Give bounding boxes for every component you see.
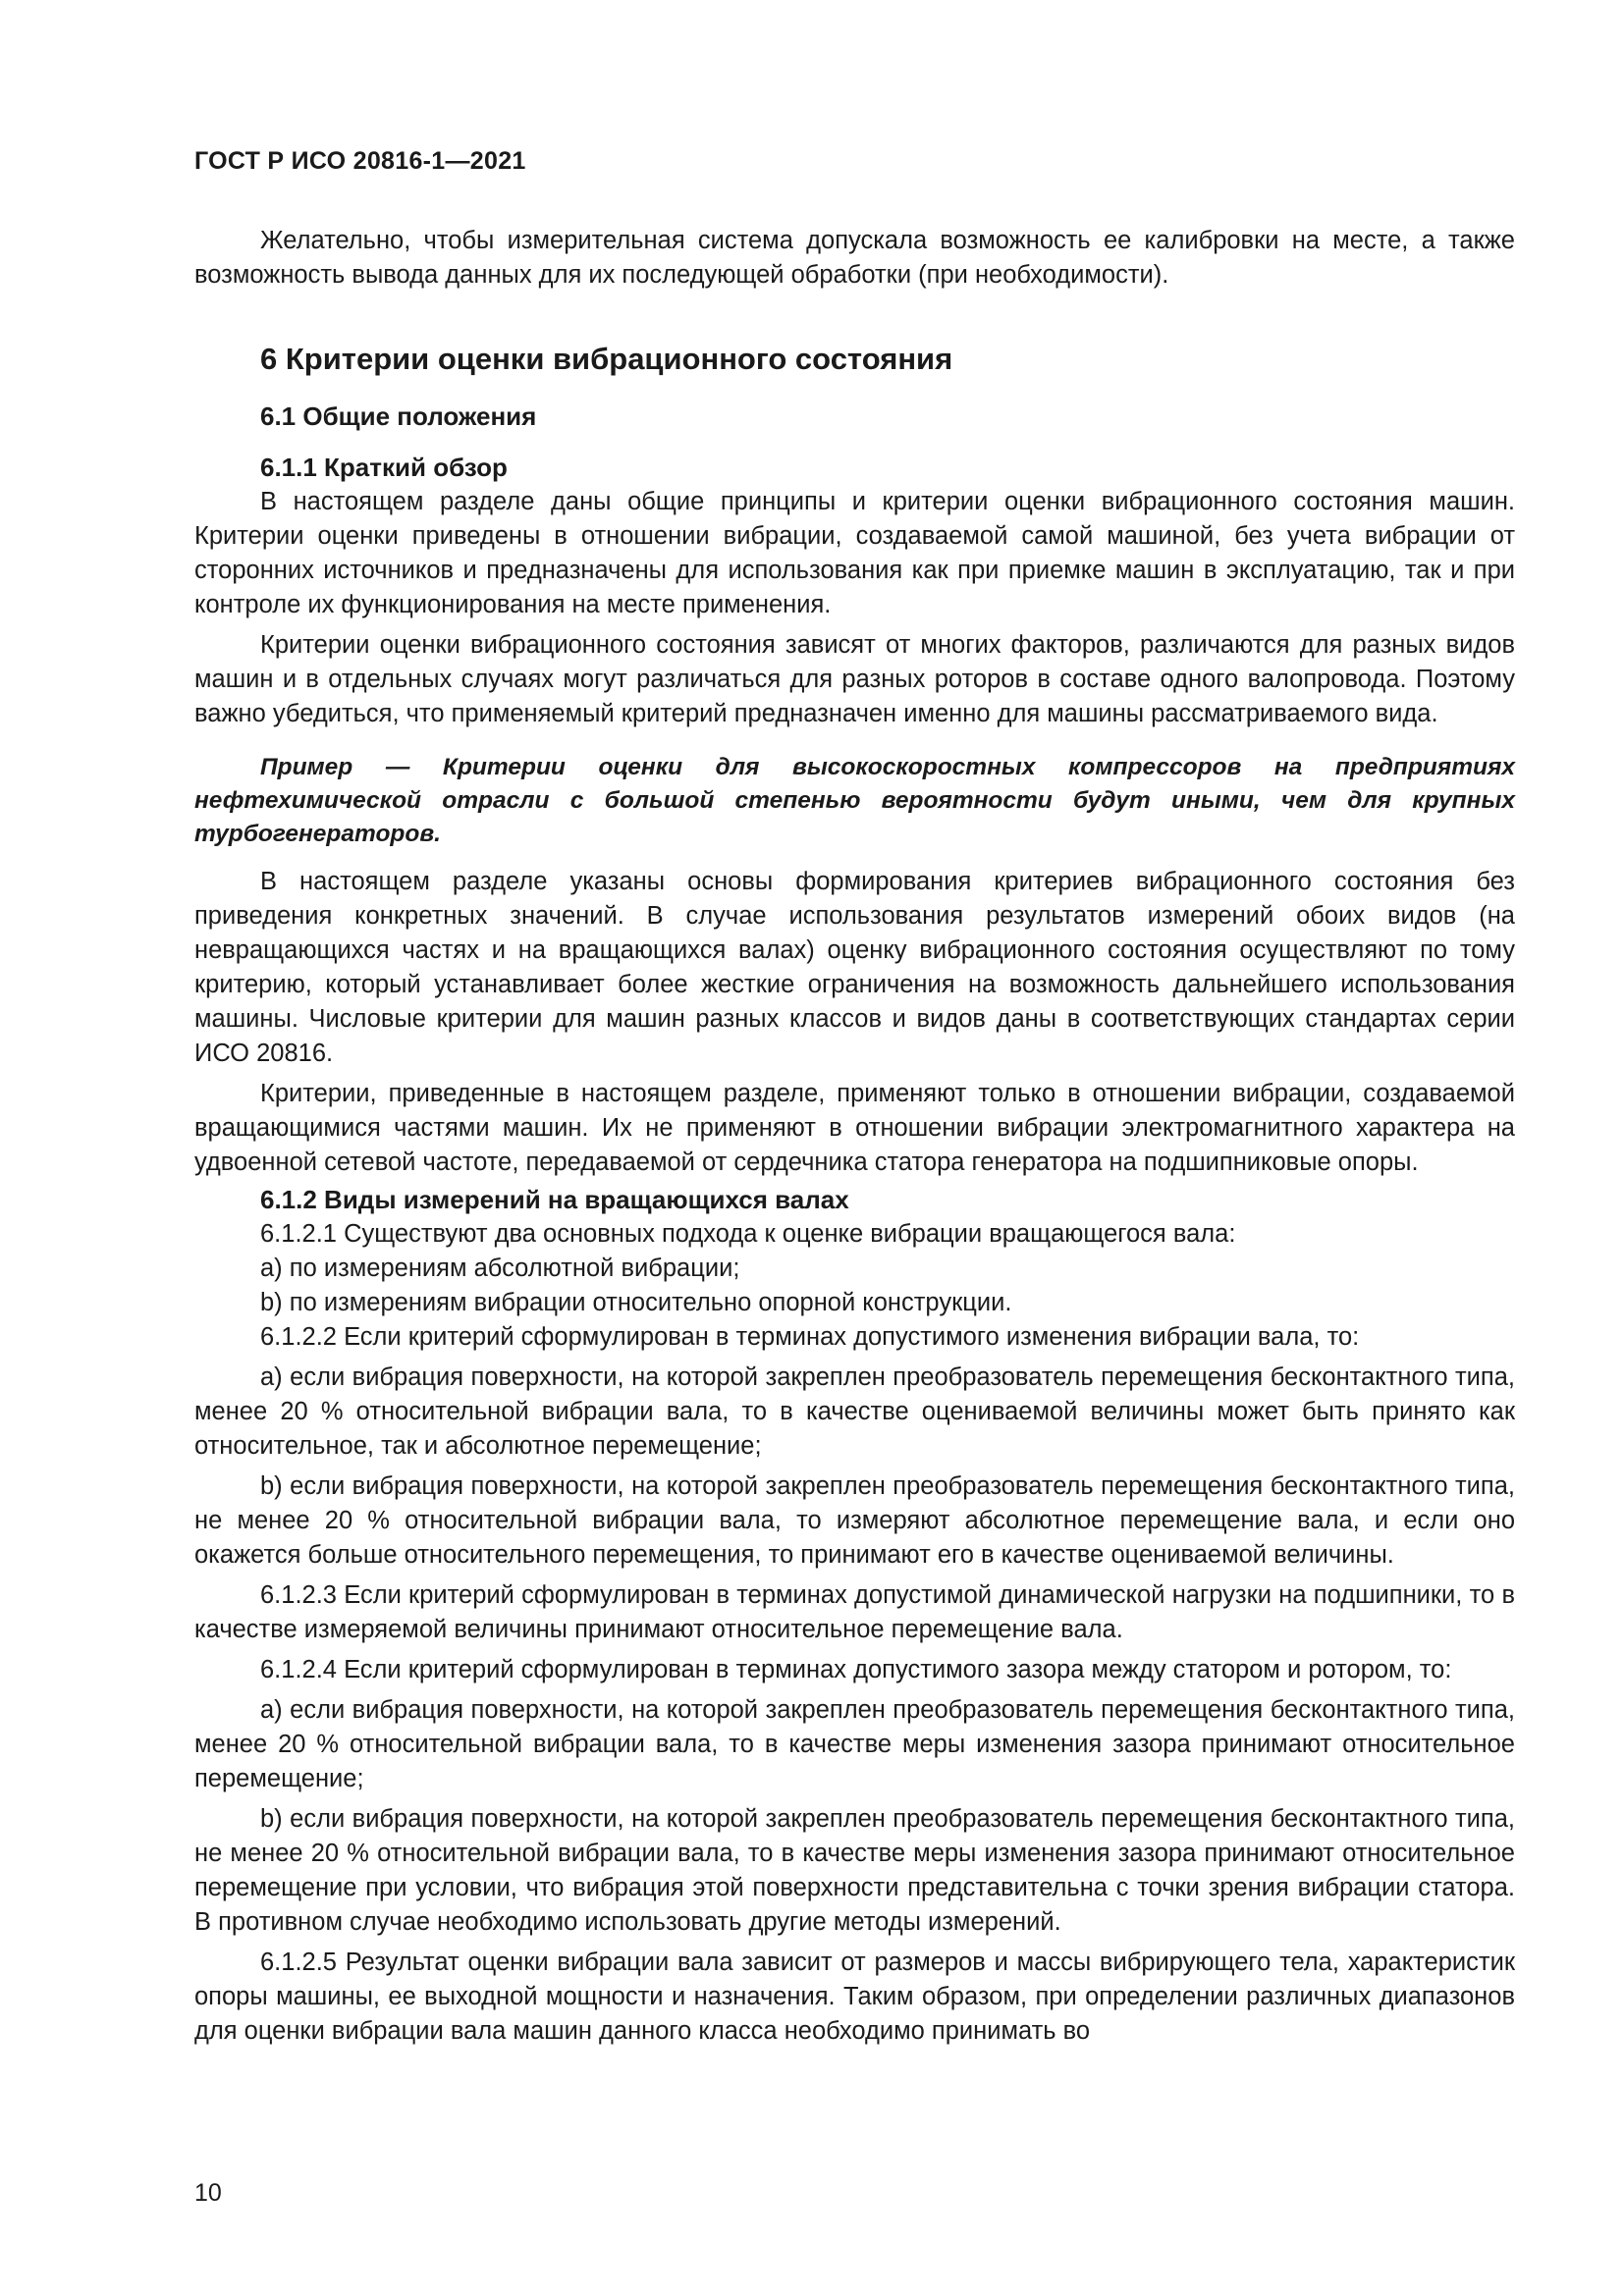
intro-paragraph: Желательно, чтобы измерительная система допускала возможность ее калибровки на месте, а также возможность вывода данных для их последующей обработки (при необходимости). <box>194 227 1515 289</box>
clause-6-1-2-5: 6.1.2.5 Результат оценки вибрации вала зависит от размеров и массы вибрирующего тела, характеристик опоры машины, ее выходной мощности и назначения. Таким образом, при определении различных диапазонов для оценки вибрации вала машин данного класса необходимо принимать во <box>194 1949 1515 2045</box>
list-item-a: a) если вибрация поверхности, на которой закреплен преобразователь перемещения бесконтактного типа, менее 20 % относительной вибрации вала, то в качестве меры изменения зазора принимают относительное перемещение; <box>194 1696 1515 1792</box>
clause-6-1-2-4: 6.1.2.4 Если критерий сформулирован в терминах допустимого зазора между статором и ротором, то: <box>260 1656 1452 1683</box>
standard-header: ГОСТ Р ИСО 20816-1—2021 <box>194 147 526 175</box>
clause-6-1-2-1: 6.1.2.1 Существуют два основных подхода к оценке вибрации вращающегося вала: <box>260 1220 1236 1248</box>
clause-6-1-2-3: 6.1.2.3 Если критерий сформулирован в терминах допустимой динамической нагрузки на подшипники, то в качестве измеряемой величины принимают относительное перемещение вала. <box>194 1581 1515 1643</box>
list-item-a: a) по измерениям абсолютной вибрации; <box>260 1255 740 1282</box>
list-item-a: a) если вибрация поверхности, на которой закреплен преобразователь перемещения бесконтактного типа, менее 20 % относительной вибрации вала, то в качестве оцениваемой величины может быть принято как относительное, так и абсолютное перемещение; <box>194 1363 1515 1460</box>
list-item-b: b) если вибрация поверхности, на которой закреплен преобразователь перемещения бесконтактного типа, не менее 20 % относительной вибрации вала, то в качестве меры изменения зазора принимают относительное перемещение при условии, что вибрация этой поверхности представительна с точки зрения вибрации статора. В противном случае необходимо использовать другие методы измерений. <box>194 1805 1515 1936</box>
section-6-title: 6 Критерии оценки вибрационного состояния <box>260 342 953 376</box>
section-6-1-2-title: 6.1.2 Виды измерений на вращающихся валах <box>260 1185 849 1214</box>
example-note: Пример — Критерии оценки для высокоскоростных компрессоров на предприятиях нефтехимической отрасли с большой степенью вероятности будут иными, чем для крупных турбогенераторов. <box>194 754 1515 847</box>
paragraph: В настоящем разделе указаны основы формирования критериев вибрационного состояния без приведения конкретных значений. В случае использования результатов измерений обоих видов (на невращающихся частях и на вращающихся валах) оценку вибрационного состояния осуществляют по тому критерию, который устанавливает более жесткие ограничения на возможность дальнейшего использования машины. Числовые критерии для машин разных классов и видов даны в соответствующих стандартах серии ИСО 20816. <box>194 868 1515 1067</box>
page-number: 10 <box>194 2179 222 2207</box>
paragraph: Критерии, приведенные в настоящем разделе, применяют только в отношении вибрации, создаваемой вращающимися частями машин. Их не применяют в отношении вибрации электромагнитного характера на удвоенной сетевой частоте, передаваемой от сердечника статора генератора на подшипниковые опоры. <box>194 1080 1515 1176</box>
list-item-b: b) если вибрация поверхности, на которой закреплен преобразователь перемещения бесконтактного типа, не менее 20 % относительной вибрации вала, то измеряют абсолютное перемещение вала, и если оно окажется больше относительного перемещения, то принимают его в качестве оцениваемой величины. <box>194 1472 1515 1569</box>
paragraph: Критерии оценки вибрационного состояния зависят от многих факторов, различаются для разных видов машин и в отдельных случаях могут различаться для разных роторов в составе одного валопровода. Поэтому важно убедиться, что применяемый критерий предназначен именно для машины рассматриваемого вида. <box>194 631 1515 727</box>
section-6-1-title: 6.1 Общие положения <box>260 401 537 431</box>
paragraph: В настоящем разделе даны общие принципы и критерии оценки вибрационного состояния машин. Критерии оценки приведены в отношении вибрации, создаваемой самой машиной, без учета вибрации от сторонних источников и предназначены для использования как при приемке машин в эксплуатацию, так и при контроле их функционирования на месте применения. <box>194 488 1515 618</box>
section-6-1-1-title: 6.1.1 Краткий обзор <box>260 453 508 482</box>
clause-6-1-2-2: 6.1.2.2 Если критерий сформулирован в терминах допустимого изменения вибрации вала, то: <box>260 1323 1360 1351</box>
list-item-b: b) по измерениям вибрации относительно опорной конструкции. <box>260 1289 1012 1316</box>
page-content <box>194 224 1515 2049</box>
